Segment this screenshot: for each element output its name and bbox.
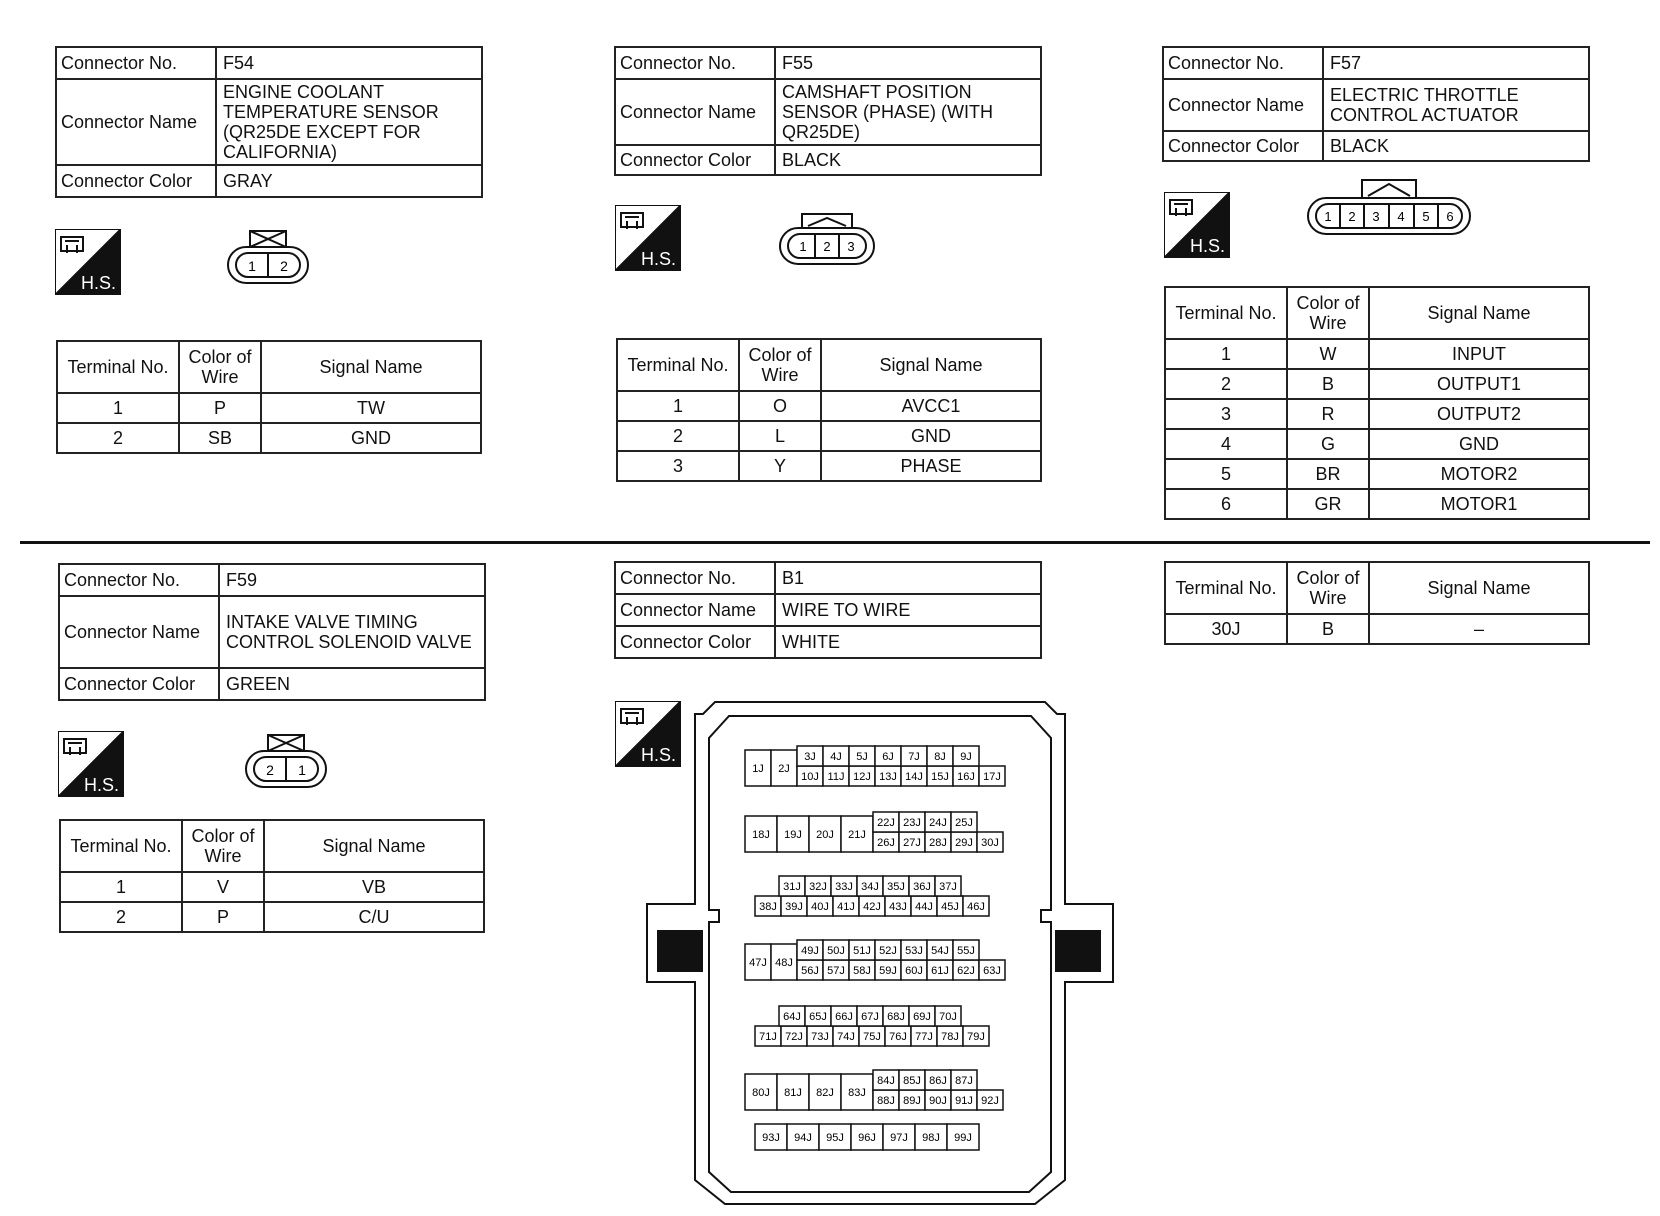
hs-label: H.S. [1190, 236, 1226, 256]
b1-pin-label: 45J [941, 901, 959, 913]
signal-name-header: Signal Name [1369, 287, 1589, 339]
terminal-cell: 4 [1165, 429, 1287, 459]
b1-pin-label: 39J [785, 901, 803, 913]
signal-cell: OUTPUT2 [1369, 399, 1589, 429]
f59-connector-face [244, 733, 328, 791]
b1-pin-label: 1J [752, 763, 764, 775]
wire-color-cell: W [1287, 339, 1369, 369]
connector-color-label: Connector Color [1163, 131, 1323, 161]
table-row [617, 451, 1041, 481]
connector-name-label: Connector Name [1163, 79, 1323, 131]
b1-pin-label: 22J [877, 817, 895, 829]
b1-pin-label: 53J [905, 945, 923, 957]
f57-pin: 3 [1372, 209, 1380, 224]
b1-pin-label: 69J [913, 1011, 931, 1023]
b1-pin-label: 2J [778, 763, 790, 775]
connector-no-value: F59 [219, 564, 485, 596]
b1-pin-label: 93J [762, 1132, 780, 1144]
wire-color-cell: V [182, 872, 264, 902]
b1-pin-label: 32J [809, 881, 827, 893]
b1-pin-label: 51J [853, 945, 871, 957]
b1-pin-label: 63J [983, 965, 1001, 977]
b1-pin-label: 4J [830, 751, 842, 763]
b1-pin-label: 29J [955, 837, 973, 849]
b1-pin-label: 70J [939, 1011, 957, 1023]
f57-pin: 2 [1348, 209, 1356, 224]
connector-no-label: Connector No. [615, 47, 775, 79]
b1-pin-label: 98J [922, 1132, 940, 1144]
table-row [1165, 429, 1589, 459]
signal-cell: – [1369, 614, 1589, 644]
b1-pin-label: 95J [826, 1132, 844, 1144]
b1-pin-label: 68J [887, 1011, 905, 1023]
b1-terminal-table [1164, 561, 1590, 645]
b1-pin-label: 16J [957, 771, 975, 783]
b1-pin-label: 15J [931, 771, 949, 783]
b1-pin-label: 84J [877, 1075, 895, 1087]
b1-pin-label: 6J [882, 751, 894, 763]
terminal-cell: 6 [1165, 489, 1287, 519]
table-row [57, 393, 481, 423]
b1-pin-label: 65J [809, 1011, 827, 1023]
b1-pin-label: 75J [863, 1031, 881, 1043]
f54-connector-info [55, 46, 483, 198]
b1-pin-label: 26J [877, 837, 895, 849]
connector-name-value: CAMSHAFT POSITION SENSOR (PHASE) (WITH QR25DE) [775, 79, 1041, 145]
b1-pin-label: 27J [903, 837, 921, 849]
b1-pin-label: 23J [903, 817, 921, 829]
table-row [1165, 399, 1589, 429]
section-divider [20, 541, 1650, 544]
signal-cell: MOTOR1 [1369, 489, 1589, 519]
connector-color-value: GREEN [219, 668, 485, 700]
b1-pin-label: 8J [934, 751, 946, 763]
f55-connector-face [778, 208, 876, 268]
signal-cell: VB [264, 872, 484, 902]
b1-pin-label: 83J [848, 1087, 866, 1099]
wire-color-cell: B [1287, 369, 1369, 399]
b1-pin-label: 78J [941, 1031, 959, 1043]
b1-pin-label: 21J [848, 829, 866, 841]
b1-pin-label: 87J [955, 1075, 973, 1087]
b1-pin-label: 72J [785, 1031, 803, 1043]
wire-color-cell: SB [179, 423, 261, 453]
table-row [60, 872, 484, 902]
b1-pin-label: 99J [954, 1132, 972, 1144]
b1-pin-label: 24J [929, 817, 947, 829]
b1-pin-label: 46J [967, 901, 985, 913]
terminal-cell: 5 [1165, 459, 1287, 489]
b1-pin-label: 52J [879, 945, 897, 957]
terminal-cell: 1 [57, 393, 179, 423]
f54-connector-face [226, 229, 310, 287]
connector-no-label: Connector No. [1163, 47, 1323, 79]
b1-pin-label: 42J [863, 901, 881, 913]
b1-pin-label: 90J [929, 1095, 947, 1107]
table-row [617, 421, 1041, 451]
connector-no-label: Connector No. [59, 564, 219, 596]
connector-color-label: Connector Color [615, 626, 775, 658]
b1-pin-label: 66J [835, 1011, 853, 1023]
table-row [57, 423, 481, 453]
f54-pin: 2 [280, 258, 288, 274]
f57-connector-face [1306, 176, 1472, 238]
b1-pin-label: 79J [967, 1031, 985, 1043]
b1-pin-label: 60J [905, 965, 923, 977]
b1-pin-label: 11J [827, 771, 845, 783]
connector-no-value: F54 [216, 47, 482, 79]
b1-pin-label: 86J [929, 1075, 947, 1087]
wire-color-cell: O [739, 391, 821, 421]
connector-no-value: F55 [775, 47, 1041, 79]
signal-cell: INPUT [1369, 339, 1589, 369]
hs-label: H.S. [84, 775, 120, 795]
connector-color-value: BLACK [1323, 131, 1589, 161]
connector-color-value: GRAY [216, 165, 482, 197]
b1-pin-label: 85J [903, 1075, 921, 1087]
terminal-cell: 3 [1165, 399, 1287, 429]
table-row [1165, 369, 1589, 399]
wire-color-cell: P [179, 393, 261, 423]
wire-color-cell: BR [1287, 459, 1369, 489]
b1-pin-label: 30J [981, 837, 999, 849]
b1-pin-label: 35J [887, 881, 905, 893]
signal-cell: MOTOR2 [1369, 459, 1589, 489]
f55-pin: 1 [799, 239, 807, 254]
b1-pin-label: 64J [783, 1011, 801, 1023]
f57-connector-info [1162, 46, 1590, 162]
b1-pin-label: 73J [811, 1031, 829, 1043]
b1-pin-label: 47J [749, 957, 767, 969]
connector-name-label: Connector Name [59, 596, 219, 668]
b1-pin-label: 5J [856, 751, 868, 763]
f55-pin: 3 [847, 239, 855, 254]
signal-cell: OUTPUT1 [1369, 369, 1589, 399]
f57-pin: 4 [1397, 209, 1405, 224]
wire-color-cell: P [182, 902, 264, 932]
connector-name-label: Connector Name [615, 79, 775, 145]
signal-name-header: Signal Name [821, 339, 1041, 391]
wire-color-cell: G [1287, 429, 1369, 459]
b1-pin-label: 77J [915, 1031, 933, 1043]
f57-pin: 6 [1446, 209, 1454, 224]
b1-pin-label: 67J [861, 1011, 879, 1023]
f57-pin: 5 [1422, 209, 1430, 224]
wire-color-cell: R [1287, 399, 1369, 429]
color-of-wire-header: Color of Wire [1287, 287, 1369, 339]
terminal-cell: 2 [617, 421, 739, 451]
b1-pin-label: 50J [827, 945, 845, 957]
b1-pin-label: 10J [801, 771, 819, 783]
b1-pin-label: 54J [931, 945, 949, 957]
hs-label: H.S. [641, 249, 677, 269]
signal-cell: TW [261, 393, 481, 423]
signal-cell: GND [1369, 429, 1589, 459]
f54-pin: 1 [248, 258, 256, 274]
b1-pin-label: 31J [783, 881, 801, 893]
b1-pin-label: 40J [811, 901, 829, 913]
wire-color-cell: B [1287, 614, 1369, 644]
f57-pin: 1 [1324, 209, 1332, 224]
signal-cell: GND [261, 423, 481, 453]
b1-pin-label: 59J [879, 965, 897, 977]
b1-pin-label: 25J [955, 817, 973, 829]
terminal-cell: 2 [57, 423, 179, 453]
terminal-no-header: Terminal No. [57, 341, 179, 393]
table-row [1165, 339, 1589, 369]
b1-pin-label: 49J [801, 945, 819, 957]
f59-pin: 2 [266, 762, 274, 778]
b1-pin-label: 62J [957, 965, 975, 977]
signal-cell: AVCC1 [821, 391, 1041, 421]
connector-name-value: WIRE TO WIRE [775, 594, 1041, 626]
hs-label: H.S. [641, 745, 677, 765]
b1-pin-label: 74J [837, 1031, 855, 1043]
wire-color-cell: Y [739, 451, 821, 481]
b1-pin-label: 9J [960, 751, 972, 763]
table-row [1165, 459, 1589, 489]
connector-name-value: INTAKE VALVE TIMING CONTROL SOLENOID VALVE [219, 596, 485, 668]
terminal-cell: 1 [617, 391, 739, 421]
table-row [617, 391, 1041, 421]
terminal-no-header: Terminal No. [60, 820, 182, 872]
b1-pin-label: 43J [889, 901, 907, 913]
hs-harness-side-icon [615, 205, 681, 271]
b1-pin-label: 61J [931, 965, 949, 977]
b1-pin-label: 38J [759, 901, 777, 913]
b1-pin-label: 33J [835, 881, 853, 893]
b1-pin-label: 96J [858, 1132, 876, 1144]
b1-pin-label: 20J [816, 829, 834, 841]
b1-pin-label: 41J [837, 901, 855, 913]
terminal-cell: 1 [1165, 339, 1287, 369]
b1-pin-label: 82J [816, 1087, 834, 1099]
b1-connector-face [645, 700, 1115, 1208]
signal-cell: C/U [264, 902, 484, 932]
f59-pin: 1 [298, 762, 306, 778]
f59-connector-info [58, 563, 486, 701]
table-row [60, 902, 484, 932]
terminal-no-header: Terminal No. [617, 339, 739, 391]
hs-harness-side-icon [58, 731, 124, 797]
connector-color-value: BLACK [775, 145, 1041, 175]
b1-pin-label: 44J [915, 901, 933, 913]
connector-no-label: Connector No. [615, 562, 775, 594]
b1-pin-label: 89J [903, 1095, 921, 1107]
f55-terminal-table [616, 338, 1042, 482]
signal-cell: GND [821, 421, 1041, 451]
b1-pin-label: 94J [794, 1132, 812, 1144]
b1-pin-label: 55J [957, 945, 975, 957]
terminal-cell: 2 [60, 902, 182, 932]
b1-pin-label: 92J [981, 1095, 999, 1107]
b1-pin-label: 58J [853, 965, 871, 977]
b1-pin-label: 18J [752, 829, 770, 841]
color-of-wire-header: Color of Wire [182, 820, 264, 872]
wire-color-cell: L [739, 421, 821, 451]
signal-name-header: Signal Name [264, 820, 484, 872]
hs-label: H.S. [81, 273, 117, 293]
b1-pin-label: 17J [983, 771, 1001, 783]
hs-harness-side-icon [55, 229, 121, 295]
b1-pin-label: 3J [804, 751, 816, 763]
connector-color-label: Connector Color [56, 165, 216, 197]
b1-pin-label: 56J [801, 965, 819, 977]
color-of-wire-header: Color of Wire [179, 341, 261, 393]
terminal-cell: 2 [1165, 369, 1287, 399]
b1-pin-label: 34J [861, 881, 879, 893]
b1-pin-label: 57J [827, 965, 845, 977]
f57-terminal-table [1164, 286, 1590, 520]
f55-pin: 2 [823, 239, 831, 254]
b1-pin-label: 19J [784, 829, 802, 841]
connector-no-value: F57 [1323, 47, 1589, 79]
terminal-no-header: Terminal No. [1165, 287, 1287, 339]
terminal-cell: 3 [617, 451, 739, 481]
b1-pin-label: 37J [939, 881, 957, 893]
connector-name-value: ELECTRIC THROTTLE CONTROL ACTUATOR [1323, 79, 1589, 131]
b1-pin-label: 88J [877, 1095, 895, 1107]
table-row [1165, 614, 1589, 644]
color-of-wire-header: Color of Wire [739, 339, 821, 391]
wire-color-cell: GR [1287, 489, 1369, 519]
b1-pin-label: 80J [752, 1087, 770, 1099]
signal-cell: PHASE [821, 451, 1041, 481]
connector-name-label: Connector Name [56, 79, 216, 165]
connector-name-label: Connector Name [615, 594, 775, 626]
b1-pin-label: 97J [890, 1132, 908, 1144]
f54-terminal-table [56, 340, 482, 454]
b1-pin-label: 48J [775, 957, 793, 969]
connector-color-label: Connector Color [59, 668, 219, 700]
b1-pin-label: 14J [905, 771, 923, 783]
terminal-no-header: Terminal No. [1165, 562, 1287, 614]
b1-connector-info [614, 561, 1042, 659]
connector-name-value: ENGINE COOLANT TEMPERATURE SENSOR (QR25DE EXCEPT FOR CALIFORNIA) [216, 79, 482, 165]
terminal-cell: 1 [60, 872, 182, 902]
connector-no-value: B1 [775, 562, 1041, 594]
f59-terminal-table [59, 819, 485, 933]
b1-pin-label: 12J [853, 771, 871, 783]
terminal-cell: 30J [1165, 614, 1287, 644]
b1-pin-label: 71J [759, 1031, 777, 1043]
b1-pin-label: 76J [889, 1031, 907, 1043]
table-row [1165, 489, 1589, 519]
signal-name-header: Signal Name [261, 341, 481, 393]
b1-pin-label: 13J [879, 771, 897, 783]
connector-color-label: Connector Color [615, 145, 775, 175]
connector-color-value: WHITE [775, 626, 1041, 658]
b1-pin-label: 7J [908, 751, 920, 763]
b1-pin-label: 28J [929, 837, 947, 849]
color-of-wire-header: Color of Wire [1287, 562, 1369, 614]
hs-harness-side-icon [1164, 192, 1230, 258]
signal-name-header: Signal Name [1369, 562, 1589, 614]
f55-connector-info [614, 46, 1042, 176]
connector-no-label: Connector No. [56, 47, 216, 79]
b1-pin-label: 36J [913, 881, 931, 893]
b1-pin-label: 91J [955, 1095, 973, 1107]
b1-pin-label: 81J [784, 1087, 802, 1099]
